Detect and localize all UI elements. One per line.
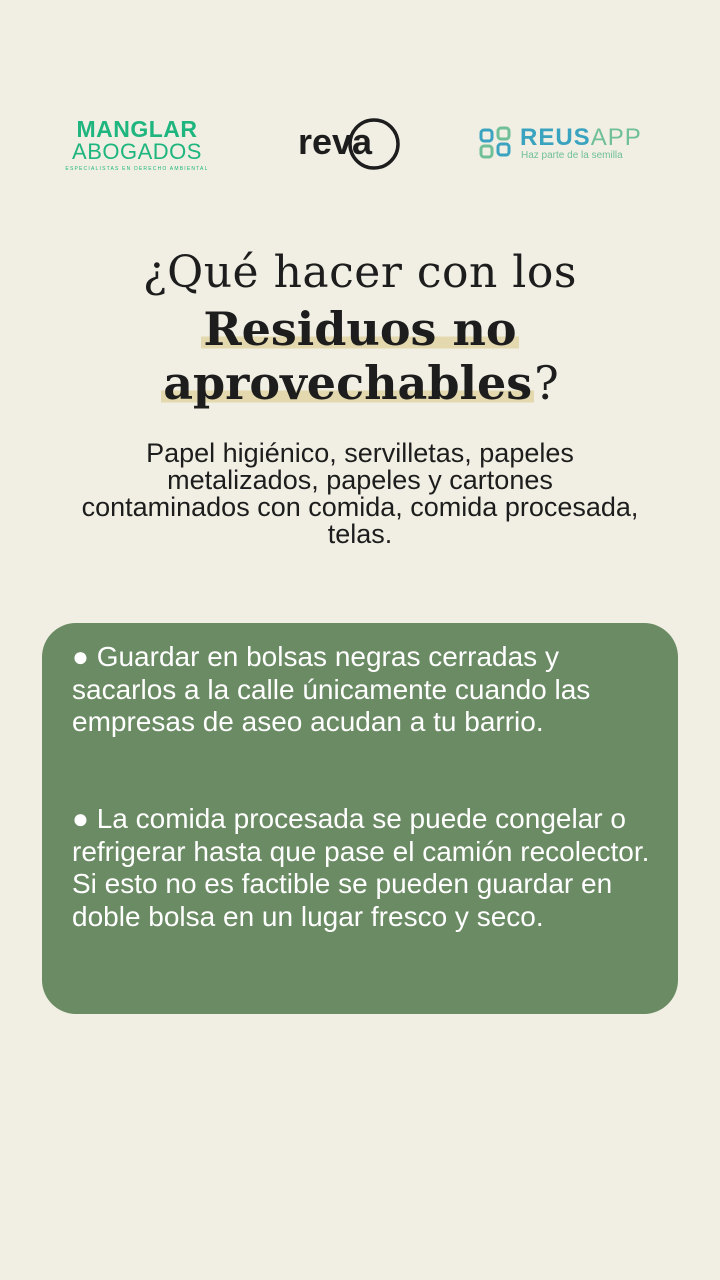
tip-item-processed-food: ● La comida procesada se puede congelar o refrigerar hasta que pase el camión recolector. Si esto no es factible se pueden guardar en doble bolsa en un lugar fresco y seco. (72, 803, 650, 932)
reusapp-logo-name-b: APP (590, 124, 642, 151)
manglar-logo-line1: MANGLAR (76, 116, 198, 142)
logos-row (0, 108, 720, 178)
title-line-2: Residuos no (203, 302, 517, 356)
page-title (0, 244, 720, 410)
title-line-1: ¿Qué hacer con los (143, 247, 577, 298)
reusapp-tagline: Haz parte de la semilla (521, 150, 623, 161)
reusapp-logo-name-a: REUS (520, 124, 591, 151)
manglar-logo-line2: ABOGADOS (72, 139, 202, 164)
tips-card (42, 623, 678, 1014)
manglar-abogados-logo (62, 118, 212, 172)
seedling-icon (478, 126, 514, 162)
tip-item-bags: ● Guardar en bolsas negras cerradas y sacarlos a la calle únicamente cuando las empresas de aseo acudan a tu barrio. (72, 641, 591, 737)
manglar-logo-tagline: ESPECIALISTAS EN DERECHO AMBIENTAL (65, 166, 209, 172)
reusapp-logo-name (520, 126, 642, 150)
title-question-mark: ? (534, 356, 559, 410)
title-line-3: aprovechables (163, 356, 533, 410)
reva-logo-text: reva (298, 121, 373, 162)
waste-examples-description: Papel higiénico, servilletas, papeles metalizados, papeles y cartones contaminados con comida, comida procesada, telas. (81, 438, 639, 549)
reva-logo (296, 110, 406, 174)
reusapp-logo (478, 126, 668, 166)
